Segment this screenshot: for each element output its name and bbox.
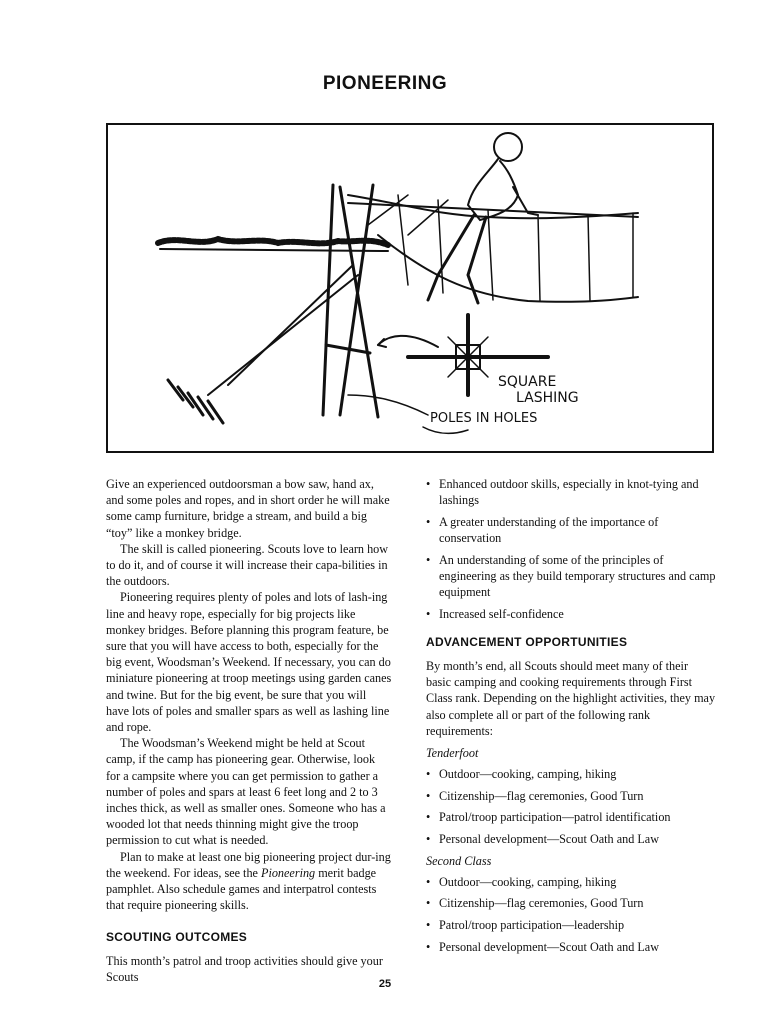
outcomes-list: [426, 476, 716, 622]
list-item: • An understanding of some of the principles of engineering as they build temporary structures and camp equipment: [426, 552, 716, 601]
pioneering-illustration: [106, 123, 714, 453]
pamphlet-title: Pioneering: [261, 865, 316, 880]
left-column: [106, 476, 392, 985]
list-item: • Outdoor—cooking, camping, hiking: [426, 874, 716, 890]
rank-label-second-class: Second Class: [426, 853, 492, 868]
page-title: PIONEERING: [322, 73, 448, 94]
paragraph: Pioneering requires plenty of poles and lots of lash-ing line and heavy rope, especially for big projects like monkey bridges. Before planning this program feature, be sure that you will have access to both, especially for the big event, Woodsman’s Weekend. If necessary, you can do miniature pioneering at troop meetings using garden canes and twine. But for the big event, be sure that you will have lots of poles and smaller spars as well as lashing line and rope.: [106, 590, 392, 735]
tenderfoot-list: [426, 766, 716, 847]
text-run: merit badge pamphlet. Also schedule games and interpatrol contests that require pioneering skills.: [106, 865, 377, 913]
list-item: • A greater understanding of the importance of conservation: [426, 514, 716, 546]
paragraph: This month’s patrol and troop activities should give your Scouts: [106, 953, 383, 984]
monkey-bridge-drawing: [108, 125, 712, 451]
paragraph: The skill is called pioneering. Scouts love to learn how to do it, and of course it will increase their capa-bilities in the outdoors.: [106, 541, 389, 589]
paragraph: The Woodsman’s Weekend might be held at Scout camp, if the camp has pioneering gear. Otherwise, look for a campsite where you can get permission to gather a number of poles and spars at least 6 feet long and 2 to 3 inches thick, as well as smaller ones. Someone who has a wooded lot that needs thinning might give the troop permission to cut what is needed.: [106, 736, 386, 848]
list-item: • Outdoor—cooking, camping, hiking: [426, 766, 716, 782]
list-item: • Citizenship—flag ceremonies, Good Turn: [426, 788, 716, 804]
list-item: • Citizenship—flag ceremonies, Good Turn: [426, 895, 716, 911]
paragraph: [106, 849, 392, 914]
rank-label-tenderfoot: Tenderfoot: [426, 746, 479, 761]
list-item: • Personal development—Scout Oath and Law: [426, 831, 716, 847]
label-square: SQUARE: [498, 374, 557, 390]
text-run: Plan to make at least one big pioneering project dur-ing the weekend. For ideas, see the: [106, 849, 391, 880]
list-item: • Personal development—Scout Oath and Law: [426, 939, 716, 955]
label-lashing: LASHING: [516, 390, 579, 406]
list-item: • Patrol/troop participation—patrol identification: [426, 809, 716, 825]
label-poles-in-holes: POLES IN HOLES: [430, 411, 538, 426]
paragraph: Give an experienced outdoorsman a bow saw, hand ax, and some poles and ropes, and in short order he will make some camp furniture, bridge a stream, and build a big “toy” like a monkey bridge.: [106, 477, 390, 540]
right-column: [426, 476, 716, 960]
list-item: • Increased self-confidence: [426, 606, 716, 622]
second-class-list: [426, 874, 716, 955]
list-item: • Enhanced outdoor skills, especially in knot-tying and lashings: [426, 476, 716, 508]
paragraph: By month’s end, all Scouts should meet many of their basic camping and cooking requirements through First Class rank. Depending on the highlight activities, they may also complete all or part of the following rank requirements:: [426, 659, 716, 738]
section-heading-advancement: ADVANCEMENT OPPORTUNITIES: [426, 634, 628, 649]
page-number: 25: [378, 978, 392, 990]
list-item: • Patrol/troop participation—leadership: [426, 917, 716, 933]
section-heading-scouting-outcomes: SCOUTING OUTCOMES: [106, 930, 248, 945]
